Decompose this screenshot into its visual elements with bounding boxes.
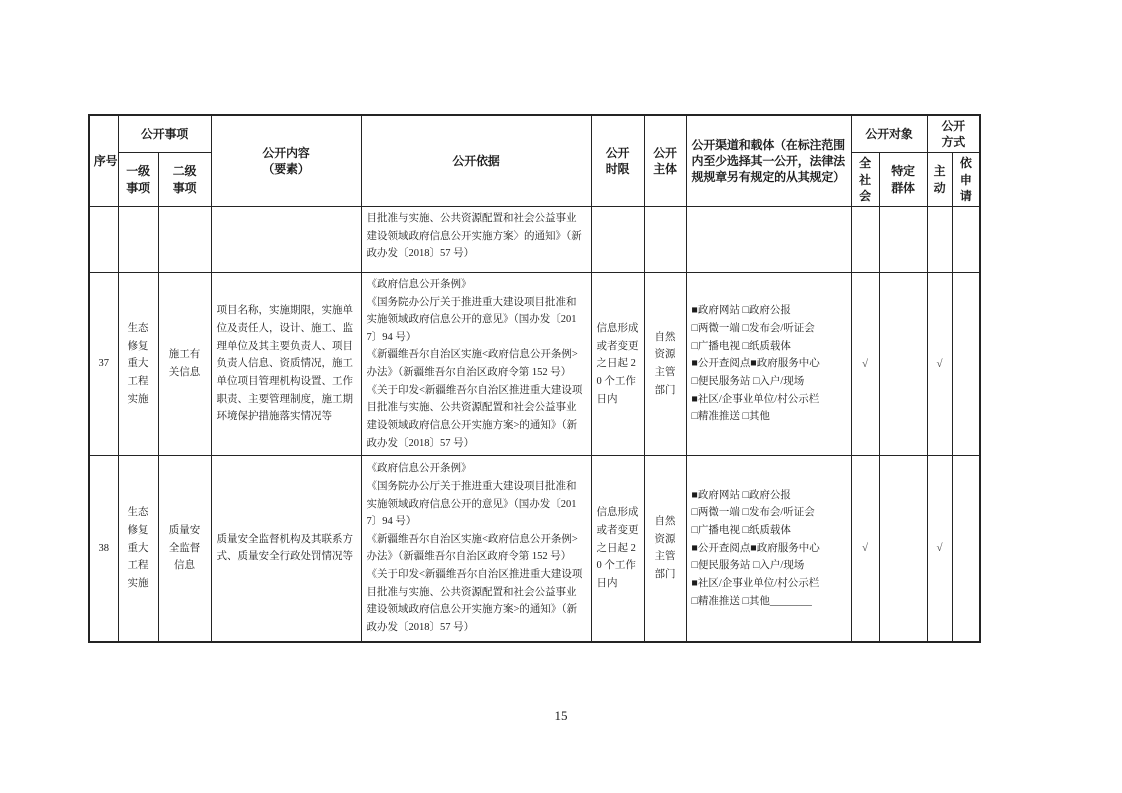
col-header-time-limit: [591, 115, 644, 206]
channel-line: ■政府网站 □政府公报: [691, 305, 791, 317]
row37-subject-cell: [644, 272, 686, 455]
row38-time-cell: 信息形成或者变更之日起 20 个工作日内: [591, 456, 644, 642]
row37-target-specific-cell: [879, 272, 927, 455]
basis-item: 《政府信息公开条例》: [366, 463, 472, 475]
col-header-item-l1: [118, 153, 158, 207]
channel-line: ■社区/企事业单位/村公示栏: [691, 577, 820, 589]
col-header-method-request: 依申请: [952, 153, 980, 207]
row37-basis-cell: [361, 272, 591, 455]
cont-channel-cell: [686, 206, 851, 272]
row37-method-request-cell: [952, 272, 980, 455]
basis-item: 《新疆维吾尔自治区实施<政府信息公开条例>办法》（新疆维吾尔自治区政府令第 152 号）: [366, 533, 578, 563]
row37-target-all-checkmark: √: [851, 272, 879, 455]
row38-method-active-checkmark: √: [927, 456, 952, 642]
col-header-subject: [644, 115, 686, 206]
col-header-serial: [89, 115, 118, 206]
col-header-item-l1-label: 一级事项: [126, 164, 150, 195]
row37-content-cell: 项目名称，实施期限，实施单位及责任人，设计、施工、监理单位及其主要负责人、项目负责人信息、资质情况，施工单位项目管理机构设置、工作职责、主要管理制度，施工期环境保护措施落实情况等: [211, 272, 361, 455]
row37-subject-text: 自然资源主管部门: [654, 331, 676, 396]
basis-item: 《国务院办公厅关于推进重大建设项目批准和实施领域政府信息公开的意见》（国办发〔2017〕94 号）: [366, 296, 577, 343]
row38-subject-text: 自然资源主管部门: [654, 516, 676, 581]
row38-item-l1-cell: [118, 456, 158, 642]
disclosure-table: [88, 114, 981, 643]
channel-line: □广播电视 □纸质载体: [691, 340, 791, 352]
cont-method-active-cell: [927, 206, 952, 272]
channel-line: □精准推送 □其他________: [691, 595, 812, 607]
row38-target-all-checkmark: √: [851, 456, 879, 642]
cont-subject-cell: [644, 206, 686, 272]
row38-subject-cell: [644, 456, 686, 642]
row37-item-l1-cell: [118, 272, 158, 455]
col-header-target-specific: [879, 153, 927, 207]
row38-channel-cell: [686, 456, 851, 642]
cont-content-cell: [211, 206, 361, 272]
row38-basis-cell: [361, 456, 591, 642]
basis-item: 《新疆维吾尔自治区实施<政府信息公开条例>办法》（新疆维吾尔自治区政府令第 152 号）: [366, 349, 578, 379]
channel-line: □便民服务站 □入户/现场: [691, 375, 805, 387]
table-header: [89, 115, 980, 206]
col-header-method-active: 主动: [927, 153, 952, 207]
col-header-time-limit-label: 公开时限: [605, 145, 630, 176]
col-header-content-line1: 公开内容: [262, 145, 310, 160]
continuation-row: [89, 206, 980, 272]
channel-line: □两微一端 □发布会/听证会: [691, 323, 815, 334]
row38-method-request-cell: [952, 456, 980, 642]
row37-item-l1-text: 生态修复重大工程实施: [127, 323, 149, 405]
table-row-37: [89, 272, 980, 455]
row38-serial-cell: 38: [89, 456, 118, 642]
col-header-open-item: 公开事项: [118, 115, 211, 153]
col-header-target: 公开对象: [851, 115, 927, 153]
basis-item: 《关于印发<新疆维吾尔自治区推进重大建设项目批准与实施、公共资源配置和社会公益事业建设领域政府信息公开实施方案>的通知》（新政办发〔2018〕57 号）: [366, 569, 583, 633]
page-number: 15: [554, 708, 568, 723]
cont-item-l1-cell: [118, 206, 158, 272]
row37-item-l2-text: 施工有关信息: [168, 349, 201, 379]
channel-line: □广播电视 □纸质载体: [691, 525, 791, 536]
row38-content-cell: 质量安全监督机构及其联系方式、质量安全行政处罚情况等: [211, 456, 361, 642]
col-header-item-l2: [158, 153, 211, 207]
cont-serial-cell: [89, 206, 118, 272]
row37-serial-cell: 37: [89, 272, 118, 455]
row37-method-active-checkmark: √: [927, 272, 952, 455]
row38-item-l2-cell: [158, 456, 211, 642]
row37-channel-cell: [686, 272, 851, 455]
table-body: [89, 206, 980, 641]
row38-item-l1-text: 生态修复重大工程实施: [127, 507, 149, 589]
cont-method-request-cell: [952, 206, 980, 272]
col-header-channel: 公开渠道和载体（在标注范围内至少选择其一公开，法律法规规章另有规定的从其规定）: [686, 115, 851, 206]
table-row-38: [89, 456, 980, 642]
channel-line: □两微一端 □发布会/听证会: [691, 507, 815, 519]
row38-target-specific-cell: [879, 456, 927, 642]
channel-line: ■公开查阅点■政府服务中心: [691, 358, 820, 370]
basis-item: 《国务院办公厅关于推进重大建设项目批准和实施领域政府信息公开的意见》（国办发〔2017〕94 号）: [366, 480, 577, 528]
col-header-target-specific-label: 特定群体: [891, 164, 915, 195]
col-header-subject-label: 公开主体: [653, 145, 677, 176]
header-row-1: [89, 115, 980, 153]
col-header-content-line2: （要素）: [262, 161, 310, 176]
channel-line: □精准推送 □其他: [691, 411, 770, 423]
row37-item-l2-cell: [158, 272, 211, 455]
cont-target-specific-cell: [879, 206, 927, 272]
basis-item: 《政府信息公开条例》: [366, 278, 472, 290]
col-header-content: [211, 115, 361, 206]
row37-time-cell: 信息形成或者变更之日起 20 个工作日内: [591, 272, 644, 455]
channel-line: □便民服务站 □入户/现场: [691, 560, 805, 572]
col-header-method: [927, 115, 980, 153]
channel-line: ■政府网站 □政府公报: [691, 489, 791, 501]
channel-line: ■社区/企事业单位/村公示栏: [691, 393, 820, 405]
row38-item-l2-text: 质量安全监督信息: [168, 525, 201, 572]
col-header-target-all: 全社会: [851, 153, 879, 207]
basis-item: 《关于印发<新疆维吾尔自治区推进重大建设项目批准与实施、公共资源配置和社会公益事业建设领域政府信息公开实施方案>的通知》（新政办发〔2018〕57 号）: [366, 384, 583, 449]
cont-item-l2-cell: [158, 206, 211, 272]
col-header-serial-label: 序号: [93, 153, 118, 168]
col-header-method-label: 公开方式: [941, 119, 966, 150]
cont-target-all-cell: [851, 206, 879, 272]
cont-basis-cell: 目批准与实施、公共资源配置和社会公益事业建设领域政府信息公开实施方案〉的通知》（新政办发〔2018〕57 号）: [361, 206, 591, 272]
channel-line: ■公开查阅点■政府服务中心: [691, 542, 820, 554]
col-header-basis: 公开依据: [361, 115, 591, 206]
col-header-item-l2-label: 二级事项: [172, 164, 197, 195]
cont-time-cell: [591, 206, 644, 272]
